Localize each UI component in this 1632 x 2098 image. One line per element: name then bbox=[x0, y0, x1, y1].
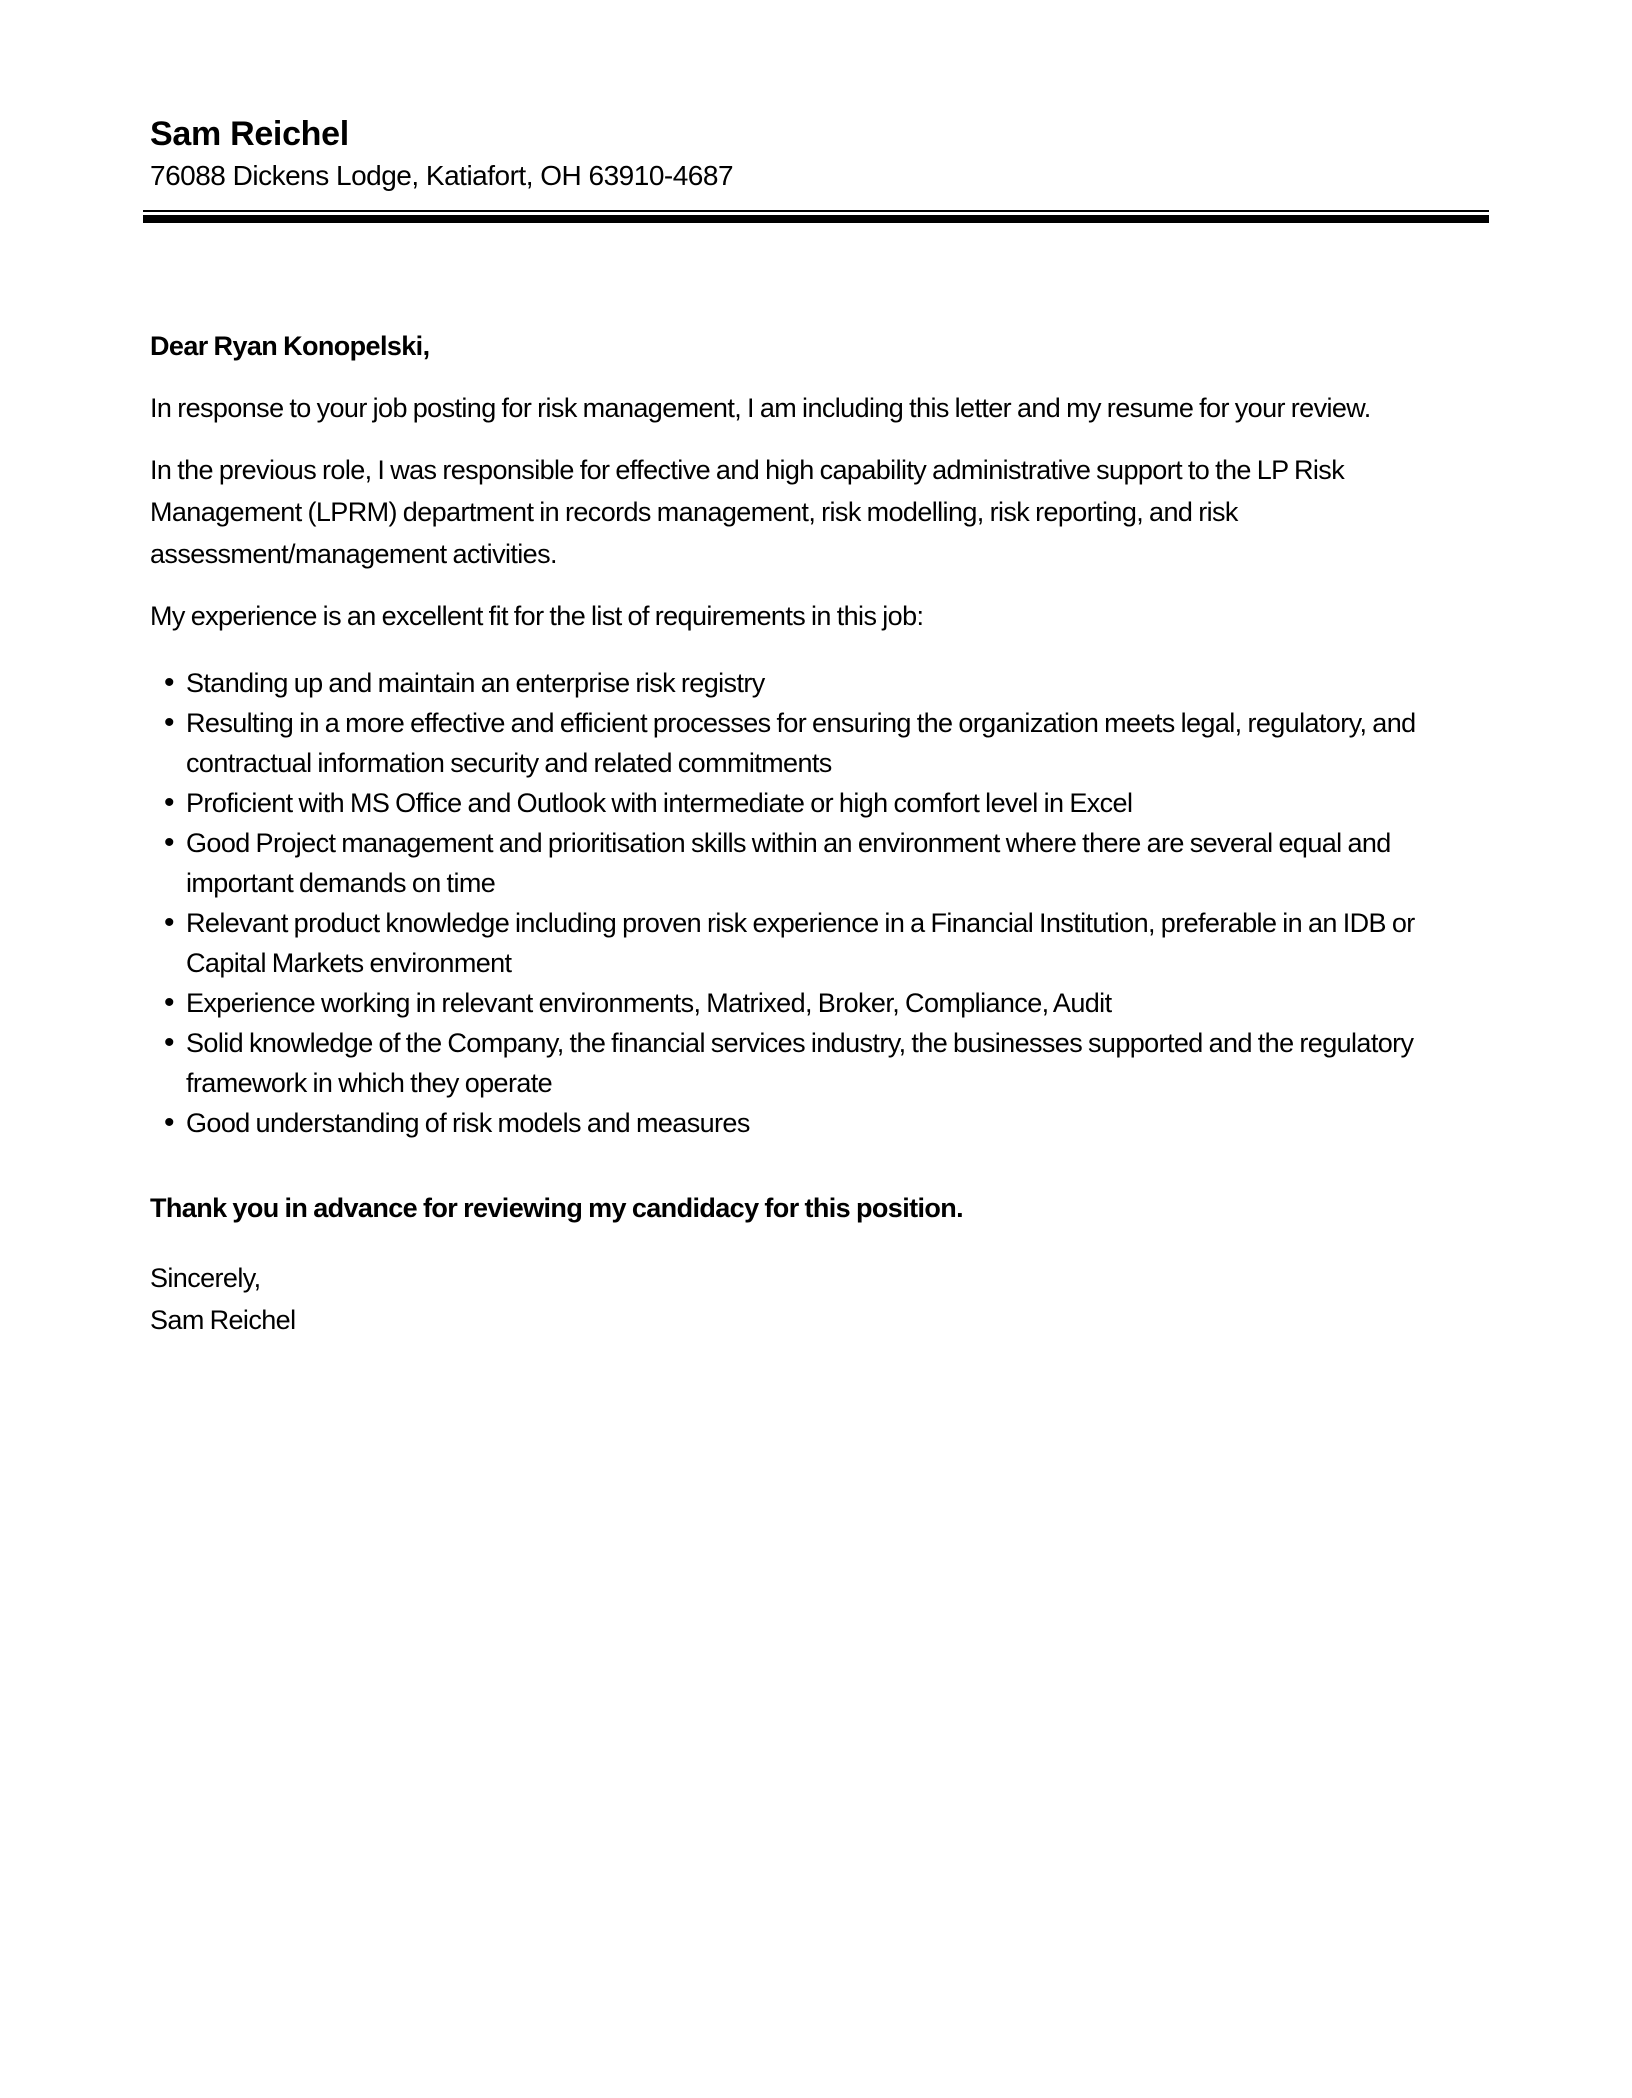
letter-header bbox=[150, 112, 1490, 223]
list-item: • Solid knowledge of the Company, the financial services industry, the businesses supported and the regulatory framework in which they operate bbox=[150, 1023, 1490, 1103]
list-item: • Experience working in relevant environments, Matrixed, Broker, Compliance, Audit bbox=[150, 983, 1490, 1023]
valediction: Sincerely, bbox=[150, 1263, 261, 1293]
list-item: • Proficient with MS Office and Outlook with intermediate or high comfort level in Excel bbox=[150, 783, 1490, 823]
paragraph-experience-fit: My experience is an excellent fit for the list of requirements in this job: bbox=[150, 601, 924, 631]
requirements-list bbox=[150, 663, 1490, 1143]
sender-name: Sam Reichel bbox=[150, 115, 349, 153]
list-item: • Relevant product knowledge including proven risk experience in a Financial Institution, preferable in an IDB or Capital Markets environment bbox=[150, 903, 1490, 983]
list-item: • Standing up and maintain an enterprise risk registry bbox=[150, 663, 1490, 703]
list-item: • Good understanding of risk models and measures bbox=[150, 1103, 1490, 1143]
list-item: • Good Project management and prioritisation skills within an environment where there are several equal and important demands on time bbox=[150, 823, 1490, 903]
signature-name: Sam Reichel bbox=[150, 1305, 296, 1335]
paragraph-previous-role: In the previous role, I was responsible for effective and high capability administrative support to the LP Risk Management (LPRM) department in records management, risk modelling, risk reporting, and risk assessment/management activities. bbox=[150, 455, 1345, 569]
divider-thick-line bbox=[143, 215, 1489, 223]
paragraph-intro: In response to your job posting for risk management, I am including this letter and my resume for your review. bbox=[150, 393, 1371, 423]
closing-emphasis: Thank you in advance for reviewing my candidacy for this position. bbox=[150, 1193, 964, 1223]
header-divider bbox=[143, 210, 1489, 223]
letter-body bbox=[150, 325, 1490, 1341]
list-item: • Resulting in a more effective and efficient processes for ensuring the organization meets legal, regulatory, and contractual information security and related commitments bbox=[150, 703, 1490, 783]
salutation: Dear Ryan Konopelski, bbox=[150, 331, 430, 361]
sender-address: 76088 Dickens Lodge, Katiafort, OH 63910-4687 bbox=[150, 160, 734, 191]
